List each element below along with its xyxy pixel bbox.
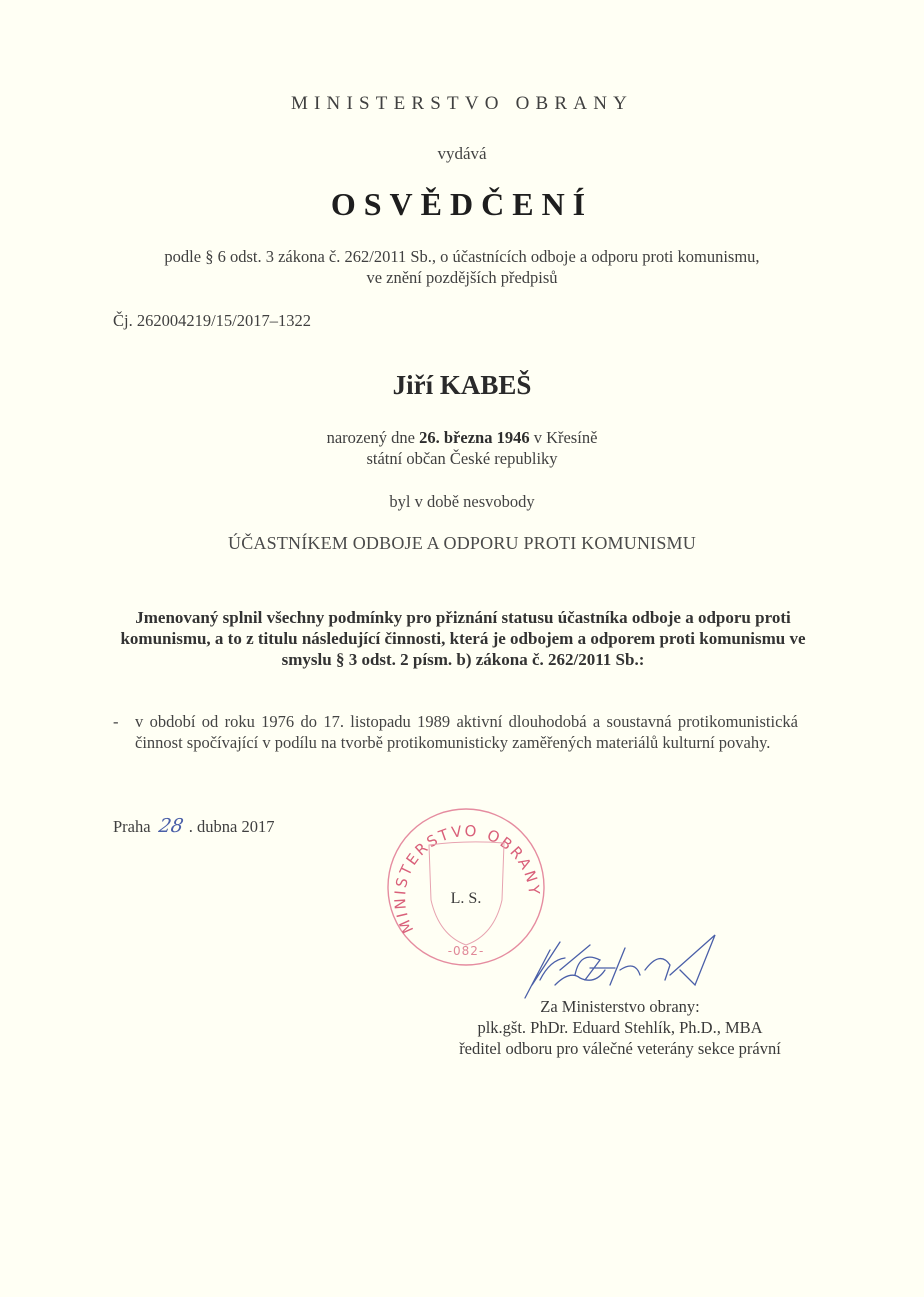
during-text: byl v době nesvobody (389, 492, 535, 511)
birth-prefix: narozený dne (326, 428, 420, 447)
document-title: OSVĚDČENÍ (330, 186, 594, 222)
person-name: Jiří KABEŠ (392, 370, 532, 400)
stamp-number: -082- (447, 944, 485, 958)
signer-name: plk.gšt. PhDr. Eduard Stehlík, Ph.D., MBA (477, 1018, 763, 1037)
activity-text: v období od roku 1976 do 17. listopadu 1989 aktivní dlouhodobá a soustavná protikomunistická činnost spočívající v podílu na tvorbě protikomunisticky zaměřených materiálů kulturní povahy. (135, 712, 798, 752)
date-rest: . dubna 2017 (188, 817, 275, 836)
birth-line (0, 427, 924, 448)
birth-date: 26. března 1946 (419, 428, 530, 447)
citizenship: státní občan České republiky (366, 449, 558, 468)
birth-info (0, 427, 924, 469)
issuer-heading: MINISTERSTVO OBRANY (290, 93, 634, 114)
statement-paragraph: Jmenovaný splnil všechny podmínky pro přiznání statusu účastníka odboje a odporu proti komunismu, a to z titulu následující činnosti, která je odbojem a odporem proti komunismu ve smyslu § 3 odst. 2 písm. b) zákona č. 262/2011 Sb.: (120, 608, 806, 669)
signer-on-behalf: Za Ministerstvo obrany: (540, 997, 700, 1016)
stamp-ring-text: MINISTERSTVO OBRANY (390, 821, 544, 937)
status-text: ÚČASTNÍKEM ODBOJE A ODPORU PROTI KOMUNISMU (228, 533, 696, 553)
issues-text: vydává (437, 144, 487, 163)
place-date (113, 815, 274, 837)
legal-basis-line-2: ve znění pozdějších předpisů (366, 268, 558, 287)
list-bullet: - (113, 712, 119, 731)
signer-block (420, 996, 820, 1059)
legal-basis (0, 246, 924, 288)
handwritten-day: 28 (156, 815, 185, 837)
reference-number: Čj. 262004219/15/2017–1322 (113, 311, 312, 330)
signature-icon (520, 930, 720, 1000)
activity-list-item (113, 711, 798, 753)
place: Praha (113, 817, 151, 836)
signer-position: ředitel odboru pro válečné veterány sekce právní (459, 1039, 781, 1058)
legal-basis-line-1: podle § 6 odst. 3 zákona č. 262/2011 Sb., o účastnících odboje a odporu proti komunismu, (164, 247, 760, 266)
stamp-center-label: L. S. (450, 890, 482, 907)
birth-place: v Křesíně (529, 428, 598, 447)
